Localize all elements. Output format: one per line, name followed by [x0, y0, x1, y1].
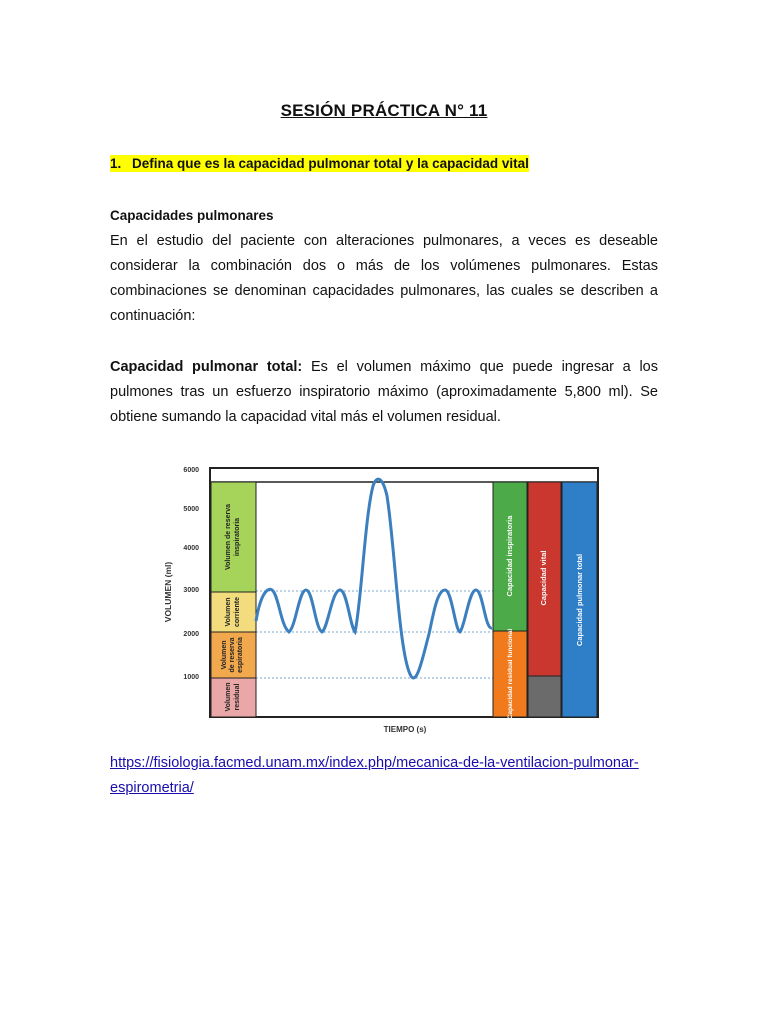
vc-label-2: corriente	[234, 597, 241, 627]
residual-grey-block	[528, 676, 561, 717]
question-highlight	[110, 155, 529, 172]
vri-label-1: Volumen de reserva	[225, 503, 232, 571]
cv-label: Capacidad vital	[539, 550, 548, 606]
page-title: SESIÓN PRÁCTICA N° 11	[280, 101, 488, 120]
lung-volumes-figure	[155, 456, 615, 741]
vr-label-1: Volumen	[225, 682, 232, 712]
paragraph-2	[110, 355, 658, 430]
paragraph-1: En el estudio del paciente con alteraciones pulmonares, a veces es deseable considerar la combinación dos o más de los volúmenes pulmonares. Estas combinaciones se denominan capacidades pulmonares, las cuales se describen a continuación:	[110, 233, 658, 324]
x-axis-label: TIEMPO (s)	[383, 725, 427, 734]
source-link[interactable]: https://fisiologia.facmed.unam.mx/index.php/mecanica-de-la-ventilacion-pulmonar-espirometria/	[110, 755, 639, 796]
question-number: 1.	[110, 156, 122, 171]
paragraph-2-text: Es el volumen máximo que puede ingresar a los pulmones tras un esfuerzo inspiratorio máximo (aproximadamente 5,800 ml). Se obtiene sumando la capacidad vital más el volumen residual.	[110, 359, 658, 425]
y-tick-5000: 5000	[183, 506, 199, 513]
y-tick-4000: 4000	[183, 545, 199, 552]
vc-label-1: Volumen	[225, 597, 232, 627]
paragraph-2-term: Capacidad pulmonar total:	[110, 359, 303, 375]
y-tick-6000: 6000	[183, 467, 199, 474]
question-1	[110, 156, 529, 171]
vre-label-2: de reserva	[229, 637, 236, 673]
y-tick-3000: 3000	[183, 587, 199, 594]
vre-label-1: Volumen	[221, 640, 228, 670]
vr-label-2: residual	[234, 683, 241, 711]
y-axis-label: VOLUMEN (ml)	[163, 561, 173, 623]
vre-label-3: espiratoria	[237, 637, 244, 673]
y-tick-1000: 1000	[183, 674, 199, 681]
cpt-label: Capacidad pulmonar total	[575, 553, 584, 647]
ci-label: Capacidad inspiratoria	[505, 515, 514, 597]
y-tick-2000: 2000	[183, 631, 199, 638]
section-heading: Capacidades pulmonares	[110, 208, 274, 223]
question-text: Defina que es la capacidad pulmonar total y la capacidad vital	[132, 156, 529, 171]
vri-label-2: inspiratoria	[234, 517, 241, 557]
crf-label: Capacidad residual funcional	[507, 628, 514, 720]
